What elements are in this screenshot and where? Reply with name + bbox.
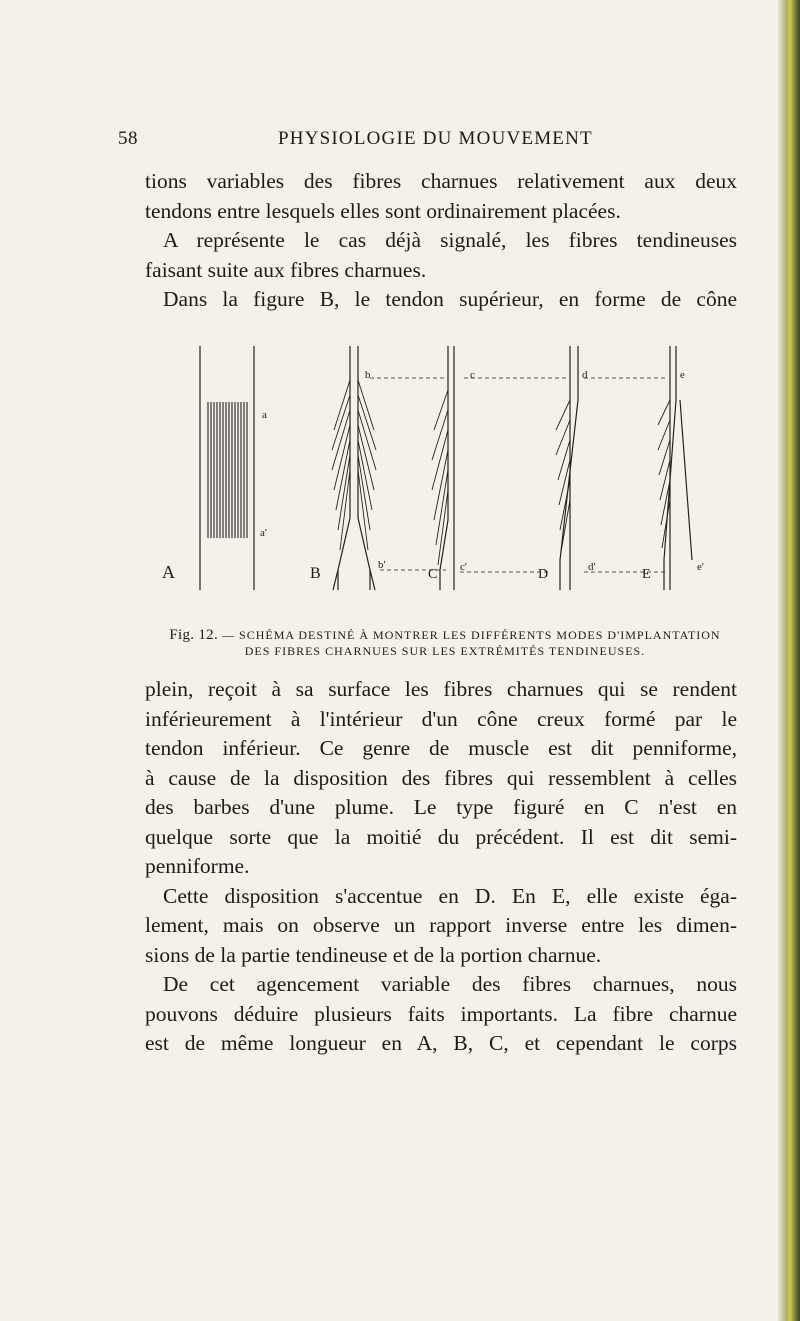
svg-text:C: C (428, 567, 438, 582)
svg-text:a: a (262, 409, 267, 421)
panel-e-fibres (658, 400, 670, 548)
text-line: pouvons déduire plusieurs faits importants. La fibre charnue (145, 1001, 737, 1026)
text-line: plein, reçoit à sa surface les fibres charnues qui se rendent (145, 677, 737, 701)
page-edge (778, 0, 800, 1321)
text-line: inférieurement à l'intérieur d'un cône creux formé par le (145, 706, 737, 731)
text-line: De cet agencement variable des fibres charnues, nous (163, 972, 737, 996)
svg-text:e': e' (697, 561, 704, 573)
text-line: A représente le cas déjà signalé, les fibres tendineuses (163, 228, 737, 252)
svg-text:c': c' (460, 561, 467, 573)
running-title: PHYSIOLOGIE DU MOUVEMENT (278, 128, 593, 149)
running-header (118, 128, 738, 154)
page-number: 58 (118, 128, 138, 149)
svg-text:A: A (162, 562, 175, 582)
text-line: est de même longueur en A, B, C, et cependant le corps (145, 1031, 737, 1055)
panel-b-fibres (332, 380, 376, 550)
text-line: quelque sorte que la moitié du précédent. Il est dit semi- (145, 824, 737, 849)
svg-text:D: D (538, 567, 549, 582)
svg-text:a': a' (260, 527, 267, 539)
svg-text:c: c (470, 369, 475, 381)
muscle-fibre-diagram (160, 340, 720, 602)
caption-line-1 (150, 627, 740, 644)
text-line: tendon inférieur. Ce genre de muscle est dit penniforme, (145, 736, 737, 760)
text-line: sions de la partie tendineuse et de la portion charnue. (145, 942, 602, 967)
text-line: faisant suite aux fibres charnues. (145, 257, 427, 282)
caption-line-2: DES FIBRES CHARNUES SUR LES EXTRÉMITÉS TENDINEUSES. (244, 644, 646, 658)
text-line: Dans la figure B, le tendon supérieur, en forme de cône (163, 287, 737, 311)
paragraph-top (145, 167, 737, 315)
figure-12 (160, 340, 720, 602)
text-line: à cause de la disposition des fibres qui ressemblent à celles (145, 765, 737, 790)
panel-a-fibres (208, 402, 247, 538)
svg-text:E: E (642, 567, 651, 582)
text-line: tions variables des fibres charnues relativement aux deux (145, 169, 737, 193)
paragraph-bottom (145, 675, 737, 1059)
text-line: lement, mais on observe un rapport inverse entre les dimen- (145, 913, 737, 937)
svg-text:b: b (365, 369, 371, 381)
svg-text:d: d (582, 369, 588, 381)
svg-text:e: e (680, 369, 685, 381)
text-line: des barbes d'une plume. Le type figuré en C n'est en (145, 795, 737, 819)
caption-fig-number: Fig. 12. (169, 627, 219, 643)
text-line: penniforme. (145, 854, 250, 878)
caption-text-1: — SCHÉMA DESTINÉ À MONTRER LES DIFFÉRENTS MODES D'IMPLANTATION (222, 628, 721, 642)
svg-text:B: B (310, 565, 321, 582)
svg-text:d': d' (588, 561, 596, 573)
text-line: Cette disposition s'accentue en D. En E, elle existe éga- (163, 883, 737, 908)
text-line: tendons entre lesquels elles sont ordinairement placées. (145, 198, 621, 223)
svg-text:b': b' (378, 559, 386, 571)
